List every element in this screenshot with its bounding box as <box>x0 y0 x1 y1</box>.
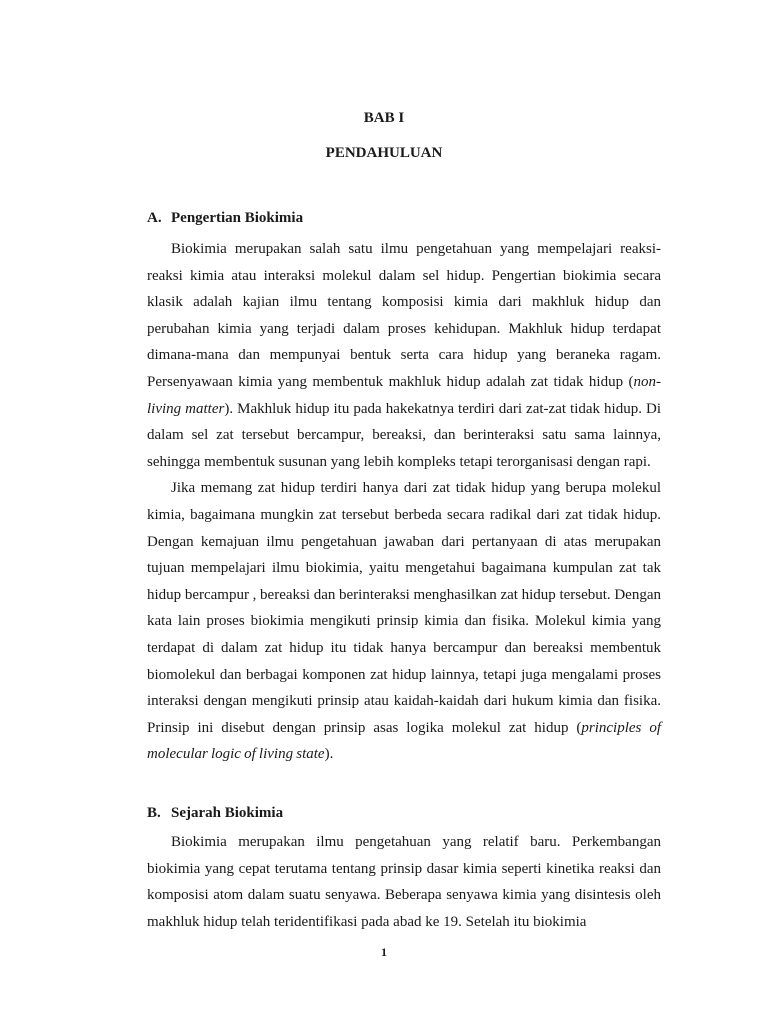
section-a-p2-italic: principles of molecular logic of living state <box>147 719 661 763</box>
section-a-p2-text-end: ). <box>324 746 334 763</box>
section-a-title: Pengertian Biokimia <box>171 210 304 226</box>
section-a-paragraph-1 <box>147 236 661 475</box>
section-b-letter: B. <box>147 805 161 821</box>
section-a-heading <box>147 210 303 227</box>
section-a-p1-text-end: ). Makhluk hidup itu pada hakekatnya terdiri dari zat-zat tidak hidup. Di dalam sel zat tersebut bercampur, bereaksi, dan berinteraksi satu sama lainnya, sehingga membentuk susunan yang lebih kompleks tetapi terorganisasi dengan rapi. <box>147 400 661 470</box>
section-a-letter: A. <box>147 210 162 226</box>
chapter-number: BAB I <box>363 110 405 126</box>
section-a-p1-italic: non-living matter <box>147 373 661 417</box>
section-b-body <box>147 829 661 935</box>
section-a-body <box>147 236 661 768</box>
section-b-paragraph-1: Biokimia merupakan ilmu pengetahuan yang relatif baru. Perkembangan biokimia yang cepat terutama tentang prinsip dasar kimia seperti kinetika reaksi dan komposisi atom dalam suatu senyawa. Beberapa senyawa kimia yang disintesis oleh makhluk hidup telah teridentifikasi pada abad ke 19. Setelah itu biokimia <box>147 834 661 930</box>
section-b-title: Sejarah Biokimia <box>171 805 284 821</box>
section-b-heading <box>147 805 283 822</box>
chapter-title: PENDAHULUAN <box>325 145 443 161</box>
page-number: 1 <box>381 945 387 959</box>
section-a-p1-text-start: Biokimia merupakan salah satu ilmu pengetahuan yang mempelajari reaksi-reaksi kimia atau interaksi molekul dalam sel hidup. Pengertian biokimia secara klasik adalah kajian ilmu tentang komposisi kimia dari makhluk hidup dan perubahan kimia yang terjadi dalam proses kehidupan. Makhluk hidup terdapat dimana-mana dan mempunyai bentuk serta cara hidup yang beraneka ragam. Persenyawaan kimia yang membentuk makhluk hidup adalah zat tidak hidup ( <box>147 241 661 390</box>
section-a-p2-text-start: Jika memang zat hidup terdiri hanya dari zat tidak hidup yang berupa molekul kimia, bagaimana mungkin zat tersebut berbeda secara radikal dari zat tidak hidup. Dengan kemajuan ilmu pengetahuan jawaban dari pertanyaan di atas merupakan tujuan mempelajari ilmu biokimia, yaitu mengetahui bagaimana kumpulan zat tak hidup bercampur , bereaksi dan berinteraksi menghasilkan zat hidup tersebut. Dengan kata lain proses biokimia mengikuti prinsip kimia dan fisika. Molekul kimia yang terdapat di dalam zat hidup itu tidak hanya bercampur dan bereaksi membentuk biomolekul dan berbagai komponen zat hidup lainnya, tetapi juga mengalami proses interaksi dengan mengikuti prinsip atau kaidah-kaidah dari hukum kimia dan fisika. Prinsip ini disebut dengan prinsip asas logika molekul zat hidup ( <box>147 480 661 736</box>
section-a-paragraph-2 <box>147 475 661 768</box>
